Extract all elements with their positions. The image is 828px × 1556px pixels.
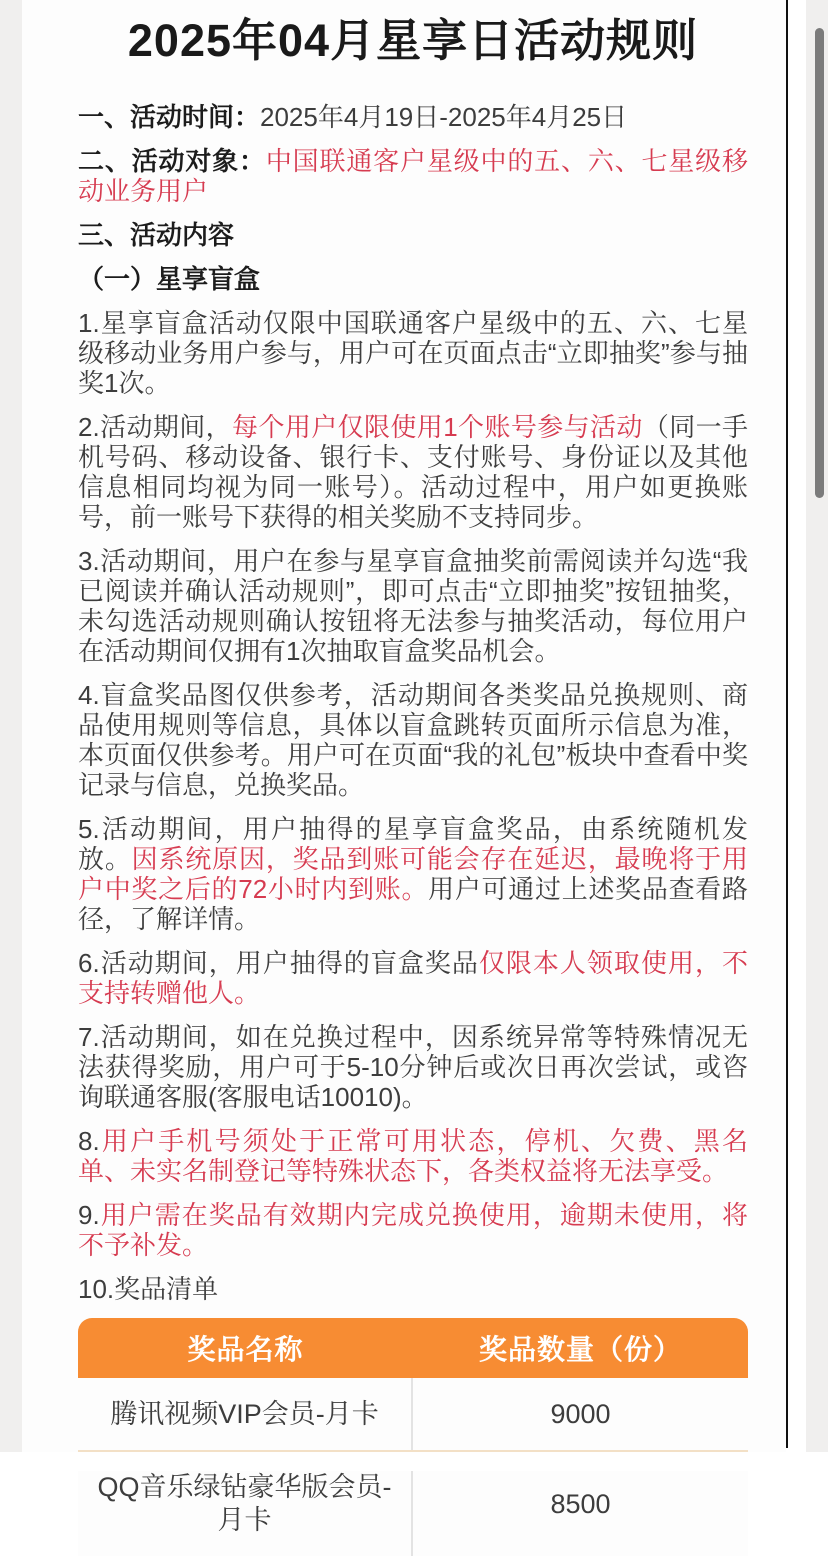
page-title: 2025年04月星享日活动规则 [127, 15, 699, 66]
body-text: 6.活动期间，用户抽得的盲盒奖品 [78, 948, 479, 978]
rule-paragraph-8 [78, 1126, 748, 1186]
body-text: 5.活动期间，用户抽得的星享盲盒奖品，由系统随机发放。 [78, 814, 748, 874]
page-left-margin [0, 0, 22, 1452]
body-text: 4.盲盒奖品图仅供参考，活动期间各类奖品兑换规则、商品使用规则等信息，具体以盲盒跳转页面所示信息为准，本页面仅供参考。用户可在页面“我的礼包”板块中查看中奖记录与信息，兑换奖品。 [78, 680, 748, 800]
rule-paragraph-9 [78, 1200, 748, 1260]
body-text: 10.奖品清单 [78, 1274, 219, 1304]
prize-table-row [78, 1378, 748, 1450]
body-text: （同一手机号码、移动设备、银行卡、支付账号、身份证以及其他信息相同均视为同一账号）。活动过程中，用户如更换账号，前一账号下获得的相关奖励不支持同步。 [78, 412, 748, 532]
prize-quantity-cell: 9000 [550, 1398, 611, 1429]
rule-paragraph-6 [78, 948, 748, 1008]
intro-section [78, 102, 748, 294]
prize-name-cell: QQ音乐绿钻豪华版会员-月卡 [78, 1452, 413, 1556]
prize-quantity-cell: 8500 [550, 1488, 611, 1519]
scrollbar-thumb[interactable] [815, 28, 824, 498]
rule-paragraph-1 [78, 308, 748, 398]
rule-paragraph-3 [78, 546, 748, 666]
right-gutter [788, 0, 806, 1452]
prize-table-header-quantity: 奖品数量（份） [478, 1334, 682, 1365]
section-label: （一）星享盲盒 [78, 264, 261, 294]
body-text: 3.活动期间，用户在参与星享盲盒抽奖前需阅读并勾选“我已阅读并确认活动规则”，即可点击“立即抽奖”按钮抽奖，未勾选活动规则确认按钮将无法参与抽奖活动，每位用户在活动期间仅拥有1次抽取盲盒奖品机会。 [78, 546, 748, 666]
prize-table [78, 1318, 748, 1556]
rule-paragraph-10 [78, 1274, 748, 1304]
prize-name-cell: 腾讯视频VIP会员-月卡 [78, 1378, 413, 1450]
rules-document [22, 0, 786, 1535]
section-label: 二、活动对象： [78, 146, 266, 176]
body-text: 用户可通过上述奖品查看路径，了解详情。 [78, 874, 748, 934]
bottom-edge-bar [0, 1452, 828, 1471]
section-label: 一、活动时间： [78, 102, 261, 132]
body-text: 2025年4月19日-2025年4月25日 [260, 102, 628, 132]
highlighted-text: 用户手机号须处于正常可用状态，停机、欠费、黑名单、未实名制登记等特殊状态下，各类权益将无法享受。 [78, 1126, 748, 1186]
highlighted-text: 用户需在奖品有效期内完成兑换使用，逾期未使用，将不予补发。 [78, 1200, 748, 1260]
highlighted-text: 仅限本人领取使用，不支持转赠他人。 [78, 948, 748, 1008]
prize-table-header-row [78, 1318, 748, 1378]
body-text: 1.星享盲盒活动仅限中国联通客户星级中的五、六、七星级移动业务用户参与，用户可在页面点击“立即抽奖”参与抽奖1次。 [78, 308, 748, 398]
body-text: 2.活动期间， [78, 412, 233, 442]
rules-section [78, 308, 748, 1304]
rule-paragraph-5 [78, 814, 748, 934]
intro-line-1 [78, 102, 748, 132]
body-text: 9. [78, 1200, 100, 1230]
rule-paragraph-2 [78, 412, 748, 532]
highlighted-text: 因系统原因，奖品到账可能会存在延迟，最晚将于用户中奖之后的72小时内到账。 [78, 844, 748, 904]
intro-line-3 [78, 220, 748, 250]
scrollbar-track[interactable] [806, 0, 828, 1452]
highlighted-text: 每个用户仅限使用1个账号参与活动 [232, 412, 643, 442]
highlighted-text: 中国联通客户星级中的五、六、七星级移动业务用户 [78, 146, 748, 206]
intro-line-2 [78, 146, 748, 206]
rule-paragraph-4 [78, 680, 748, 800]
intro-line-4 [78, 264, 748, 294]
section-label: 三、活动内容 [78, 220, 235, 250]
prize-table-header-name: 奖品名称 [187, 1334, 304, 1365]
body-text: 7.活动期间，如在兑换过程中，因系统异常等特殊情况无法获得奖励，用户可于5-10分钟后或次日再次尝试，或咨询联通客服(客服电话10010)。 [78, 1022, 748, 1112]
rule-paragraph-7 [78, 1022, 748, 1112]
body-text: 8. [78, 1126, 100, 1156]
